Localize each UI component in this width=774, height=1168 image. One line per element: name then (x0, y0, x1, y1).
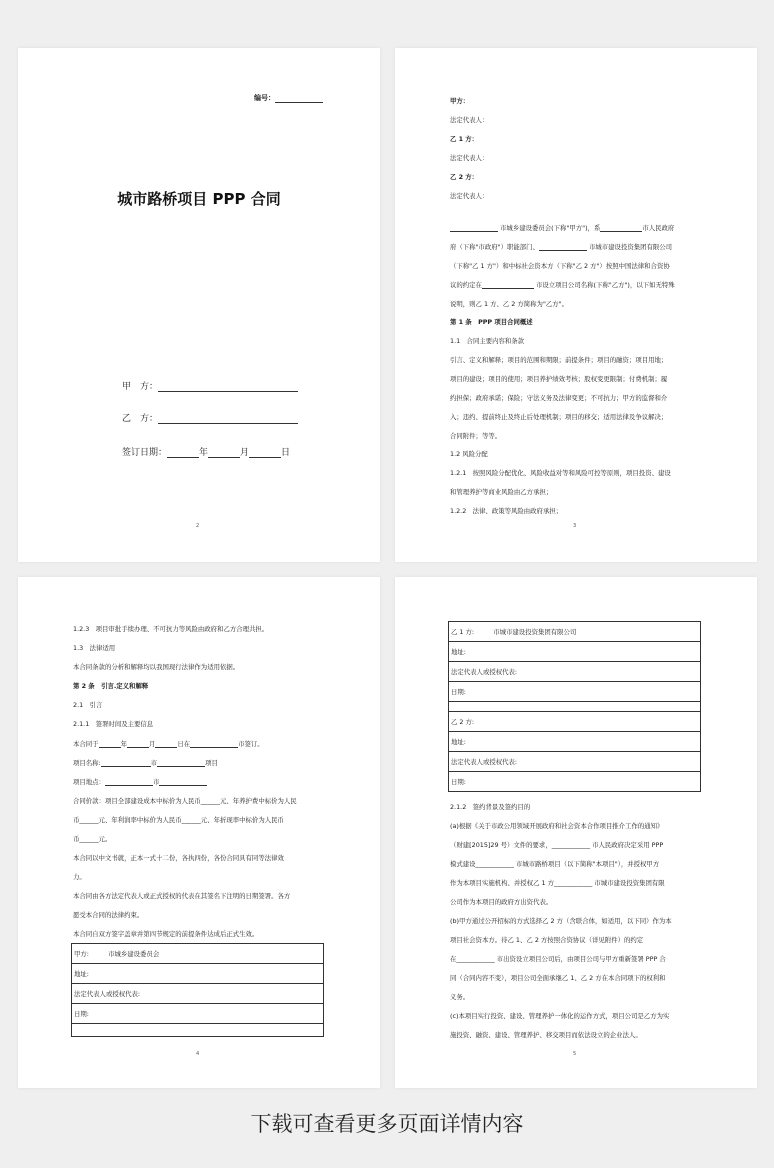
table-row (72, 1024, 324, 1037)
sign-line-e: 市签订。 (238, 740, 264, 748)
contract-number (254, 93, 323, 103)
text-line: 1.3 法律适用 (73, 644, 116, 652)
project-city-label: 市 (150, 759, 158, 767)
table-row (449, 662, 701, 682)
table-row (449, 752, 701, 772)
party-a-label: 甲 方： (122, 382, 159, 392)
text-line: 1.2.3 项目审批手续办理、不可抗力等风险由政府和乙方合理共担。 (73, 625, 269, 633)
text-line: 本合同由各方法定代表人或正式授权的代表在其签名下注明的日期签署。各方 (73, 892, 291, 900)
contract-number-blank (275, 96, 323, 103)
intro-text: 议的约定在 (450, 281, 482, 289)
site-city-blank (105, 779, 153, 786)
text-line: 施投资、融资、建设、管理养护、移交项目而依法设立的企业法人。 (450, 1031, 642, 1039)
site-city-label: 市 (152, 778, 160, 786)
blank-field (539, 244, 587, 251)
document-title: 城市路桥项目 PPP 合同 (117, 190, 281, 208)
page-number: 4 (196, 1051, 200, 1057)
document-page-3 (395, 48, 757, 562)
text-line: 入；违约、提前终止及终止后处理机制；项目的移交；适用法律及争议解决； (450, 413, 668, 421)
document-page-5 (395, 577, 757, 1088)
intro-line (450, 243, 672, 251)
table-row (449, 642, 701, 662)
table-row (449, 732, 701, 752)
text-line: （财建[2015]29 号）文件的要求，____________ 市人民政府决定采用 PPP (450, 841, 664, 849)
section-2-1-2-title: 2.1.2 签约背景及签约目的 (450, 803, 531, 811)
section-1-2-2: 1.2.2 法律、政策等风险由政府承担； (450, 507, 563, 515)
intro-text: 市城市建设投资集团有限公司 (586, 243, 673, 251)
month-blank (127, 741, 149, 748)
project-site-label: 项目地点： (73, 778, 105, 786)
table-row (449, 682, 701, 702)
sign-line-b: 年 (120, 740, 127, 748)
table-cell: 地址: (449, 732, 701, 752)
table-row (72, 984, 324, 1004)
text-line: 项目社会资本方。待乙 1、乙 2 方按照合资协议（详见附件）的约定 (450, 936, 644, 944)
sign-line-c: 月 (148, 740, 156, 748)
day-blank (249, 448, 281, 458)
text-line: (c)本项目实行投资、建设、管理养护一体化的运作方式，项目公司是乙方为实 (450, 1012, 670, 1020)
intro-text: 说明，则乙 1 方、乙 2 方简称为"乙方"。 (450, 300, 568, 308)
text-line: (a)根据《关于市政公用领域开展政府和社会资本合作项目推介工作的通知》 (450, 822, 664, 830)
text-line: 本合同以中文书就，正本一式十二份，各执四份，各份合同具有同等法律效 (73, 854, 284, 862)
intro-line (450, 300, 568, 308)
project-name-label: 项目名称: (73, 759, 101, 767)
table-cell: 日期: (449, 682, 701, 702)
party-b-signature-table (448, 621, 701, 792)
party-b-line (122, 411, 298, 424)
text-line: 法定代表人： (450, 116, 489, 124)
text-line: 约担保；政府承诺；保险；守法义务及法律变更；不可抗力；甲方的监督和介 (450, 394, 668, 402)
month-label: 月 (240, 448, 250, 458)
year-blank (167, 448, 199, 458)
table-row (72, 964, 324, 984)
text-line: 作为本项目实施机构、并授权乙 1 方____________ 市城市建设投资集团有限 (450, 879, 665, 887)
sign-date-label: 签订日期： (122, 448, 168, 458)
table-row (449, 622, 701, 642)
intro-line (450, 224, 674, 232)
section-1-1-title: 1.1 合同主要内容和条款 (450, 337, 525, 345)
text-line: 力。 (73, 873, 86, 881)
table-cell: 法定代表人或授权代表: (449, 752, 701, 772)
text-line: 2.1.1 签署时间及主要信息 (73, 720, 154, 728)
day-blank (155, 741, 177, 748)
table-row (449, 712, 701, 732)
text-line: 公司作为本项目的政府方出资代表。 (450, 898, 553, 906)
text-line: 义务。 (450, 993, 470, 1001)
table-cell: 地址: (72, 964, 324, 984)
text-line: 乙 2 方： (450, 173, 479, 181)
sign-line-d: 日在 (177, 740, 191, 748)
table-cell (72, 1024, 324, 1037)
text-line: 法定代表人： (450, 192, 489, 200)
project-suffix-label: 项目 (205, 759, 218, 767)
blank-field (600, 225, 642, 232)
sign-line-a: 本合同于 (73, 740, 99, 748)
text-line: 币______元、年利润率中标价为人民币______元、年折现率中标价为人民币 (73, 816, 284, 824)
text-line: 合同价款：项目全部建设成本中标价为人民币______元、年养护费中标价为人民 (73, 797, 297, 805)
table-cell: 甲方: 市城乡建设委员会 (72, 944, 324, 964)
text-line: 项目的建设；项目的使用；项目养护绩效考核；股权变更限制；付费机制；履 (450, 375, 668, 383)
page-number: 3 (573, 523, 577, 529)
text-line: 同（合同内容不变），项目公司全面承继乙 1、乙 2 方在本合同项下的权利和 (450, 974, 666, 982)
party-b-label: 乙 方： (122, 414, 159, 424)
intro-text: 市城乡建设委员会(下称"甲方")，系 (498, 224, 601, 232)
day-label: 日 (281, 448, 291, 458)
city-blank (190, 741, 238, 748)
text-line: 合同附件；等等。 (450, 432, 502, 440)
article-1-title: 第 1 条 PPP 项目合同概述 (450, 318, 533, 326)
download-more-caption: 下载可查看更多页面详情内容 (250, 1112, 524, 1136)
text-line: 本合同自双方签字盖章并第四节规定的前提条件达成后正式生效。 (73, 930, 259, 938)
table-row (72, 944, 324, 964)
table-cell: 乙 1 方: 市城市建设投资集团有限公司 (449, 622, 701, 642)
text-line: 愿受本合同的法律约束。 (73, 911, 144, 919)
text-line: 引言、定义和解释；项目的范围和期限；前提条件；项目的融资；项目用地； (450, 356, 668, 364)
text-line: 法定代表人： (450, 154, 489, 162)
table-row (449, 772, 701, 792)
page-number: 2 (196, 523, 200, 529)
text-line: 本合同条款的分析和解释均以我国现行法律作为适用依据。 (73, 663, 240, 671)
sign-time-line (73, 740, 264, 748)
sign-date-line (122, 445, 290, 458)
blank-field (450, 225, 498, 232)
intro-text: （下称"乙 1 方"）和中标社会资本方（下称"乙 2 方"）按照中国法律和合资协 (450, 262, 670, 270)
document-page-4 (18, 577, 380, 1088)
table-cell: 地址: (449, 642, 701, 662)
project-city-blank (101, 760, 151, 767)
contract-number-label: 编号： (254, 94, 275, 102)
text-line: 第 2 条 引言.定义和解释 (73, 682, 149, 690)
text-line: 币______元。 (73, 835, 112, 843)
year-blank (99, 741, 121, 748)
table-cell: 乙 2 方: (449, 712, 701, 732)
text-line: 1.2.1 按照风险分配优化、风险收益对等和风险可控等原则，项目投资、建设 (450, 469, 671, 477)
table-cell: 日期: (72, 1004, 324, 1024)
month-blank (208, 448, 240, 458)
table-cell: 法定代表人或授权代表: (72, 984, 324, 1004)
text-line: (b)甲方通过公开招标的方式选择乙 2 方（含联合体，如适用，以下同）作为本 (450, 917, 672, 925)
site-blank (159, 779, 207, 786)
party-b-blank (158, 414, 298, 424)
blank-field (482, 282, 534, 289)
table-row (72, 1004, 324, 1024)
text-line: 2.1 引言 (73, 701, 103, 709)
document-page-2 (18, 48, 380, 562)
intro-line (450, 262, 670, 270)
page-number: 5 (573, 1051, 577, 1057)
text-line: 在____________ 市出资设立项目公司后，由项目公司与甲方重新签署 PPP 合 (450, 955, 666, 963)
party-a-signature-table (71, 943, 324, 1037)
project-name-line (73, 759, 218, 767)
project-name-blank (157, 760, 205, 767)
intro-text: 府（下称"市政府"）职能部门、 (450, 243, 539, 251)
intro-line (450, 281, 675, 289)
party-a-line (122, 379, 298, 392)
intro-text: 市人民政府 (642, 224, 675, 232)
party-a-blank (158, 382, 298, 392)
text-line: 和管理养护等商业风险由乙方承担； (450, 488, 553, 496)
project-site-line (73, 778, 207, 786)
year-label: 年 (199, 448, 209, 458)
section-1-2-title: 1.2 风险分配 (450, 450, 488, 458)
text-line: 甲方： (450, 97, 470, 105)
text-line: 乙 1 方： (450, 135, 479, 143)
table-cell: 日期: (449, 772, 701, 792)
intro-text: 市设立项目公司名称(下称"乙方")，以下如无特殊 (533, 281, 675, 289)
text-line: 模式建设____________ 市城市路桥项目（以下简称"本项目"），并授权甲方 (450, 860, 660, 868)
table-row (449, 702, 701, 712)
table-cell: 法定代表人或授权代表: (449, 662, 701, 682)
table-cell (449, 702, 701, 712)
